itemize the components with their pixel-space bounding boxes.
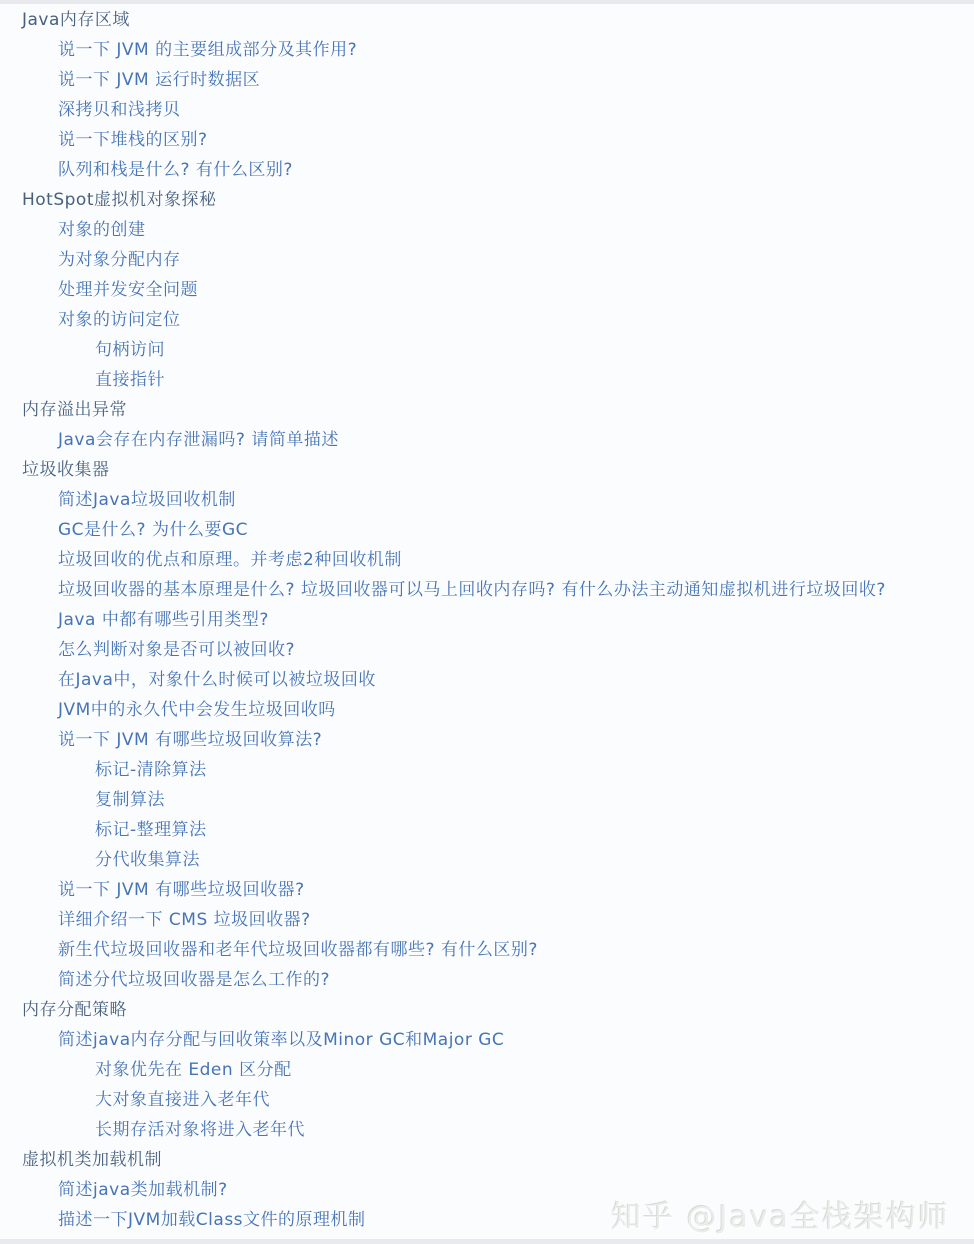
toc-item[interactable] bbox=[0, 155, 974, 185]
toc-item[interactable] bbox=[0, 1055, 974, 1085]
toc-item[interactable] bbox=[0, 125, 974, 155]
toc-item-link[interactable]: 句柄访问 bbox=[95, 340, 165, 360]
toc-item-link[interactable]: 新生代垃圾回收器和老年代垃圾回收器都有哪些? 有什么区别? bbox=[58, 940, 538, 960]
toc-item-link[interactable]: 详细介绍一下 CMS 垃圾回收器? bbox=[58, 910, 311, 930]
toc-item[interactable] bbox=[0, 695, 974, 725]
toc-item[interactable] bbox=[0, 95, 974, 125]
toc-item-link[interactable]: 长期存活对象将进入老年代 bbox=[95, 1120, 305, 1140]
toc-section-heading[interactable] bbox=[0, 5, 974, 35]
toc-item-link[interactable]: Java 中都有哪些引用类型? bbox=[58, 610, 269, 630]
toc-item[interactable] bbox=[0, 485, 974, 515]
toc-item-link[interactable]: 大对象直接进入老年代 bbox=[95, 1090, 270, 1110]
toc-item[interactable] bbox=[0, 605, 974, 635]
page-top-edge bbox=[0, 0, 974, 4]
toc-item-link[interactable]: 简述java类加载机制? bbox=[58, 1180, 228, 1200]
toc-item[interactable] bbox=[0, 815, 974, 845]
toc-item[interactable] bbox=[0, 1115, 974, 1145]
toc-item[interactable] bbox=[0, 35, 974, 65]
toc-item[interactable] bbox=[0, 335, 974, 365]
toc-item-link[interactable]: 对象的创建 bbox=[58, 220, 146, 240]
toc-item[interactable] bbox=[0, 1085, 974, 1115]
toc-item[interactable] bbox=[0, 665, 974, 695]
toc-item[interactable] bbox=[0, 875, 974, 905]
toc-item-link[interactable]: 说一下 JVM 运行时数据区 bbox=[58, 70, 261, 90]
toc-item-link[interactable]: JVM中的永久代中会发生垃圾回收吗 bbox=[58, 700, 336, 720]
toc-section-heading[interactable] bbox=[0, 185, 974, 215]
toc-item-link[interactable]: 分代收集算法 bbox=[95, 850, 200, 870]
toc-item-link[interactable]: 描述一下JVM加载Class文件的原理机制 bbox=[58, 1210, 366, 1230]
toc-item-link[interactable]: 标记-整理算法 bbox=[95, 820, 207, 840]
toc-item[interactable] bbox=[0, 785, 974, 815]
toc-item[interactable] bbox=[0, 1025, 974, 1055]
toc-item-link[interactable]: 标记-清除算法 bbox=[95, 760, 207, 780]
toc-list bbox=[0, 5, 974, 1235]
toc-item-link[interactable]: 队列和栈是什么? 有什么区别? bbox=[58, 160, 293, 180]
toc-section-heading[interactable] bbox=[0, 995, 974, 1025]
toc-item[interactable] bbox=[0, 515, 974, 545]
toc-item-link[interactable]: 内存分配策略 bbox=[22, 1000, 127, 1020]
toc-item-link[interactable]: 垃圾回收器的基本原理是什么? 垃圾回收器可以马上回收内存吗? 有什么办法主动通知虚拟机进行垃圾回收? bbox=[58, 580, 886, 600]
toc-item-link[interactable]: 简述分代垃圾回收器是怎么工作的? bbox=[58, 970, 331, 990]
toc-item-link[interactable]: 复制算法 bbox=[95, 790, 165, 810]
toc-item-link[interactable]: 简述Java垃圾回收机制 bbox=[58, 490, 236, 510]
toc-item-link[interactable]: 对象的访问定位 bbox=[58, 310, 181, 330]
toc-item[interactable] bbox=[0, 425, 974, 455]
zhihu-watermark: 知乎 @Java全栈架构师 bbox=[611, 1200, 950, 1235]
toc-item[interactable] bbox=[0, 275, 974, 305]
toc-section-heading[interactable] bbox=[0, 455, 974, 485]
toc-item[interactable] bbox=[0, 545, 974, 575]
toc-section-heading[interactable] bbox=[0, 1145, 974, 1175]
toc-item-link[interactable]: 为对象分配内存 bbox=[58, 250, 181, 270]
toc-item[interactable] bbox=[0, 845, 974, 875]
toc-item-link[interactable]: 处理并发安全问题 bbox=[58, 280, 198, 300]
toc-item-link[interactable]: Java内存区域 bbox=[22, 10, 130, 30]
toc-item[interactable] bbox=[0, 935, 974, 965]
toc-item[interactable] bbox=[0, 215, 974, 245]
toc-item[interactable] bbox=[0, 1205, 974, 1235]
toc-item[interactable] bbox=[0, 245, 974, 275]
toc-item-link[interactable]: GC是什么? 为什么要GC bbox=[58, 520, 249, 540]
toc-item[interactable] bbox=[0, 905, 974, 935]
toc-item-link[interactable]: 说一下 JVM 有哪些垃圾回收器? bbox=[58, 880, 305, 900]
toc-item[interactable] bbox=[0, 365, 974, 395]
toc-item-link[interactable]: 说一下 JVM 的主要组成部分及其作用? bbox=[58, 40, 358, 60]
toc-item-link[interactable]: 垃圾回收的优点和原理。并考虑2种回收机制 bbox=[58, 550, 402, 570]
page-bottom-edge bbox=[0, 1239, 974, 1244]
toc-item-link[interactable]: 对象优先在 Eden 区分配 bbox=[95, 1060, 292, 1080]
toc-item[interactable] bbox=[0, 1175, 974, 1205]
toc-item[interactable] bbox=[0, 965, 974, 995]
toc-item-link[interactable]: HotSpot虚拟机对象探秘 bbox=[22, 190, 217, 210]
toc-item-link[interactable]: 垃圾收集器 bbox=[22, 460, 110, 480]
toc-item[interactable] bbox=[0, 65, 974, 95]
toc-item-link[interactable]: 说一下 JVM 有哪些垃圾回收算法? bbox=[58, 730, 323, 750]
toc-item[interactable] bbox=[0, 575, 974, 605]
toc-item[interactable] bbox=[0, 635, 974, 665]
toc-item[interactable] bbox=[0, 725, 974, 755]
toc-item-link[interactable]: Java会存在内存泄漏吗? 请简单描述 bbox=[58, 430, 339, 450]
toc-item-link[interactable]: 直接指针 bbox=[95, 370, 165, 390]
toc-item-link[interactable]: 说一下堆栈的区别? bbox=[58, 130, 208, 150]
toc-item[interactable] bbox=[0, 305, 974, 335]
toc-item-link[interactable]: 在Java中，对象什么时候可以被垃圾回收 bbox=[58, 670, 376, 690]
toc-item-link[interactable]: 深拷贝和浅拷贝 bbox=[58, 100, 181, 120]
toc-item[interactable] bbox=[0, 755, 974, 785]
toc-item-link[interactable]: 怎么判断对象是否可以被回收? bbox=[58, 640, 296, 660]
toc-section-heading[interactable] bbox=[0, 395, 974, 425]
toc-item-link[interactable]: 内存溢出异常 bbox=[22, 400, 127, 420]
toc-item-link[interactable]: 简述java内存分配与回收策率以及Minor GC和Major GC bbox=[58, 1030, 505, 1050]
toc-item-link[interactable]: 虚拟机类加载机制 bbox=[22, 1150, 162, 1170]
